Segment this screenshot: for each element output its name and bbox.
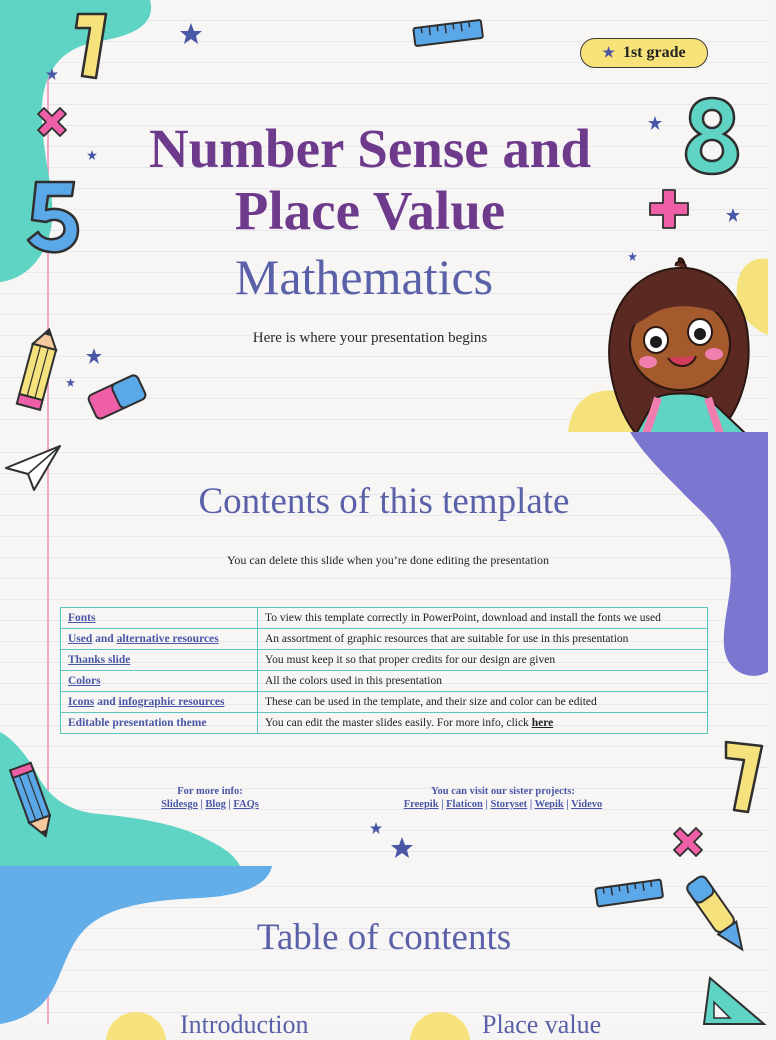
footer-link[interactable]: Slidesgo bbox=[161, 799, 198, 810]
value-text: You must keep it so that proper credits for our design are given bbox=[265, 654, 556, 666]
toc-title: Table of contents bbox=[256, 917, 512, 958]
value-text: To view this template correctly in PowerPoint, download and install the fonts we used bbox=[265, 612, 661, 624]
slide-table-of-contents[interactable] bbox=[0, 866, 768, 1039]
link-separator: | bbox=[482, 799, 491, 810]
link-separator: | bbox=[225, 799, 234, 810]
star-icon bbox=[46, 68, 58, 80]
contents-table bbox=[60, 607, 708, 734]
slide-title[interactable] bbox=[0, 0, 768, 432]
here-link[interactable]: here bbox=[531, 717, 554, 729]
star-icon bbox=[179, 22, 203, 46]
ruler-icon bbox=[410, 14, 486, 50]
number-7-icon bbox=[720, 736, 768, 816]
contents-key-cell bbox=[61, 650, 258, 671]
times-icon bbox=[666, 820, 710, 864]
resource-link[interactable]: Used bbox=[68, 633, 93, 645]
table-row bbox=[61, 671, 708, 692]
link-separator: | bbox=[563, 799, 572, 810]
sister-projects-label: You can visit our sister projects: bbox=[431, 786, 575, 797]
table-row bbox=[61, 629, 708, 650]
presentation-subtitle: Mathematics bbox=[234, 249, 494, 305]
triangle-ruler-icon bbox=[700, 972, 768, 1024]
more-info-block bbox=[140, 785, 280, 811]
contents-key-cell bbox=[61, 629, 258, 650]
contents-value-cell bbox=[258, 608, 708, 629]
title-line-1: Number Sense and bbox=[148, 118, 592, 179]
table-row bbox=[61, 608, 708, 629]
star-icon bbox=[86, 348, 102, 364]
slide-contents[interactable] bbox=[0, 432, 768, 866]
resource-link[interactable]: Colors bbox=[68, 675, 101, 687]
contents-value-cell bbox=[258, 713, 708, 734]
star-icon bbox=[370, 822, 382, 834]
resource-link[interactable]: infographic resources bbox=[118, 696, 225, 708]
table-row bbox=[61, 650, 708, 671]
resource-link[interactable]: alternative resources bbox=[116, 633, 219, 645]
toc-item-introduction: Introduction bbox=[180, 1010, 309, 1039]
footer-link[interactable]: Blog bbox=[205, 799, 226, 810]
footer-link[interactable]: Wepik bbox=[534, 799, 564, 810]
presentation-title bbox=[0, 118, 740, 242]
grade-badge bbox=[580, 38, 708, 68]
more-info-label: For more info: bbox=[177, 786, 243, 797]
contents-value-cell bbox=[258, 629, 708, 650]
title-line-2: Place Value bbox=[234, 180, 506, 241]
star-icon bbox=[390, 836, 414, 860]
link-separator: | bbox=[438, 799, 447, 810]
key-text: and bbox=[94, 696, 119, 708]
contents-key-cell bbox=[61, 671, 258, 692]
pencil-icon bbox=[6, 762, 62, 840]
contents-value-cell bbox=[258, 671, 708, 692]
footer-link[interactable]: Storyset bbox=[490, 799, 528, 810]
footer-link[interactable]: Freepik bbox=[403, 799, 439, 810]
value-text: All the colors used in this presentation bbox=[265, 675, 442, 687]
resource-link[interactable]: Fonts bbox=[68, 612, 96, 624]
contents-value-cell bbox=[258, 692, 708, 713]
ruler-icon bbox=[592, 872, 666, 912]
number-1-icon bbox=[66, 8, 112, 84]
toc-number-circle bbox=[408, 1010, 472, 1024]
contents-note: You can delete this slide when you’re done editing the presentation bbox=[226, 553, 550, 567]
star-icon: ★ bbox=[602, 45, 615, 61]
table-row bbox=[61, 713, 708, 734]
contents-value-cell bbox=[258, 650, 708, 671]
contents-key-cell bbox=[61, 608, 258, 629]
table-row bbox=[61, 692, 708, 713]
footer-link[interactable]: Flaticon bbox=[446, 799, 483, 810]
sister-projects-block bbox=[380, 785, 626, 811]
footer-link[interactable]: Videvo bbox=[571, 799, 603, 810]
resource-link[interactable]: Thanks slide bbox=[68, 654, 131, 666]
toc-item-place-value: Place value bbox=[482, 1010, 602, 1039]
grade-badge-label: 1st grade bbox=[622, 44, 686, 61]
value-text: These can be used in the template, and their size and color can be edited bbox=[265, 696, 597, 708]
more-info-links bbox=[140, 798, 280, 811]
link-separator: | bbox=[197, 799, 206, 810]
contents-title: Contents of this template bbox=[198, 481, 570, 522]
contents-key-cell bbox=[61, 692, 258, 713]
value-text: An assortment of graphic resources that are suitable for use in this presentation bbox=[265, 633, 629, 645]
value-text: You can edit the master slides easily. For more info, click bbox=[265, 717, 532, 729]
resource-link[interactable]: Icons bbox=[68, 696, 95, 708]
key-text: Editable presentation theme bbox=[68, 717, 207, 729]
presentation-tagline: Here is where your presentation begins bbox=[252, 330, 488, 346]
contents-key-cell bbox=[61, 713, 258, 734]
eraser-icon bbox=[84, 366, 150, 428]
toc-number-circle bbox=[104, 1010, 168, 1024]
key-text: and bbox=[92, 633, 117, 645]
footer-link[interactable]: FAQs bbox=[233, 799, 259, 810]
sister-projects-links bbox=[380, 798, 626, 811]
link-separator: | bbox=[527, 799, 535, 810]
